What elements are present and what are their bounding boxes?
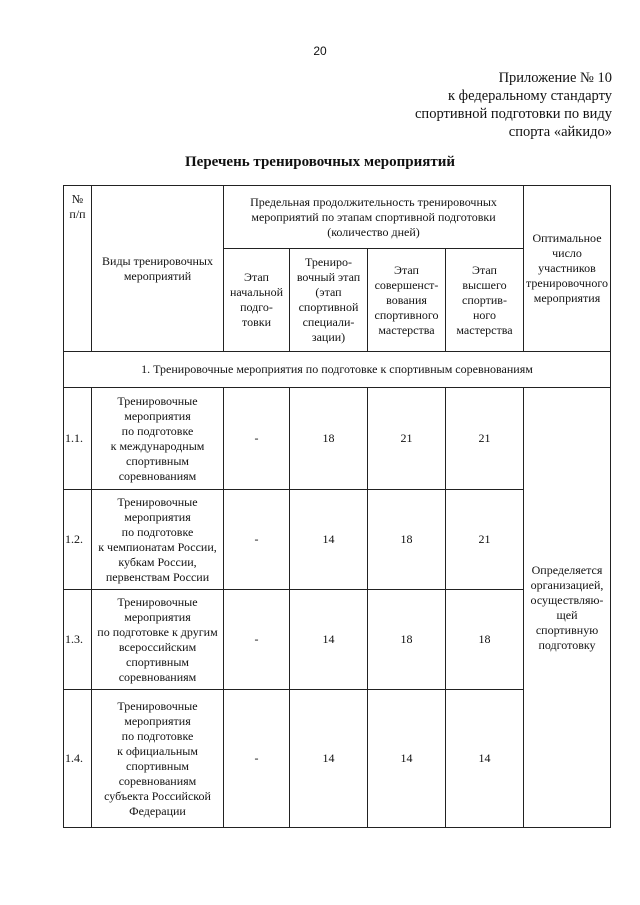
cell-line: Определяется (531, 562, 603, 577)
row-stage-initial: - (224, 690, 290, 828)
cell-line: число (552, 246, 582, 260)
cell-line: спортивной (298, 300, 359, 314)
cell-line: по подготовке к другим (97, 624, 218, 639)
cell-line: мероприятия (124, 408, 191, 423)
row-number: 1.1. (64, 388, 92, 490)
cell-line: спортивным (126, 453, 189, 468)
cell-line: к чемпионатам России, (98, 539, 217, 554)
cell-line: Предельная продолжительность тренировочных (250, 194, 497, 209)
cell-line: спортивным (126, 654, 189, 669)
row-stage-higher: 21 (446, 388, 524, 490)
cell-line: Оптимальное (532, 231, 602, 245)
cell-line: подго- (240, 300, 273, 314)
cell-line: совершенст- (374, 277, 439, 292)
row-name (92, 490, 224, 590)
cell-line: высшего (462, 277, 507, 292)
cell-line: вочный этап (296, 270, 361, 284)
cell-line: мероприятия (124, 609, 191, 624)
row-stage-training: 14 (290, 690, 368, 828)
cell-line: Трениро- (304, 255, 353, 269)
cell-line: осуществляю- (530, 592, 604, 607)
training-events-table (63, 185, 611, 828)
cell-line: Этап (394, 262, 419, 277)
header-stage-training (290, 249, 368, 352)
cell-line: мастерства (456, 322, 513, 337)
row-stage-higher: 14 (446, 690, 524, 828)
cell-line: Тренировочные (117, 393, 198, 408)
cell-line: № (71, 192, 84, 206)
cell-line: к международным (110, 438, 205, 453)
row-stage-higher: 21 (446, 490, 524, 590)
appendix-line: спортивной подготовки по виду (415, 106, 612, 122)
cell-line: соревнованиям (118, 468, 197, 483)
cell-line: (этап (315, 285, 342, 299)
cell-line: начальной (229, 285, 284, 299)
cell-line: всероссийским (118, 639, 197, 654)
cell-line: по подготовке (121, 423, 194, 438)
header-optimal (524, 186, 611, 352)
cell-line: Тренировочные (117, 594, 198, 609)
appendix-line: спорта «айкидо» (508, 124, 612, 140)
cell-line: вования (386, 292, 427, 307)
cell-line: Этап (244, 270, 269, 284)
cell-line: спортив- (462, 292, 507, 307)
appendix-heading (415, 69, 612, 141)
header-kind (92, 186, 224, 352)
cell-line: мероприятия (124, 509, 191, 524)
row-number: 1.2. (64, 490, 92, 590)
cell-line: участников (538, 261, 596, 275)
header-num (64, 186, 92, 352)
row-name (92, 388, 224, 490)
header-stage-initial (224, 249, 290, 352)
cell-line: спортивного (374, 307, 439, 322)
row-number: 1.4. (64, 690, 92, 828)
cell-line: первенствам России (105, 569, 210, 584)
row-stage-higher: 18 (446, 590, 524, 690)
row-number: 1.3. (64, 590, 92, 690)
row-stage-training: 14 (290, 590, 368, 690)
cell-line: Тренировочные (117, 494, 198, 509)
row-stage-initial: - (224, 590, 290, 690)
header-stage-higher (446, 249, 524, 352)
cell-line: по подготовке (121, 524, 194, 539)
row-stage-initial: - (224, 490, 290, 590)
page-number: 20 (313, 44, 327, 58)
cell-line: мероприятия (124, 713, 191, 728)
cell-line: подготовку (538, 637, 596, 652)
cell-line: к официальным (117, 743, 198, 758)
cell-line: субъекта Российской (104, 788, 211, 803)
row-stage-improvement: 21 (368, 388, 446, 490)
cell-line: ного (472, 307, 497, 322)
cell-line: специали- (302, 315, 355, 329)
cell-line: кубкам России, (118, 554, 197, 569)
document-title: Перечень тренировочных мероприятий (185, 154, 455, 170)
cell-line: п/п (69, 207, 86, 221)
cell-line: спортивным (126, 758, 189, 773)
cell-line: организацией, (530, 577, 604, 592)
cell-line: мастерства (378, 322, 435, 337)
cell-line: мероприятия (533, 291, 601, 305)
cell-line: Виды тренировочных (102, 253, 213, 268)
optimal-participants-note (524, 388, 611, 828)
cell-line: тренировочного (526, 276, 608, 290)
cell-line: Тренировочные (117, 698, 198, 713)
row-stage-improvement: 18 (368, 490, 446, 590)
cell-line: (количество дней) (327, 224, 420, 239)
cell-line: спортивную (535, 622, 599, 637)
row-name (92, 690, 224, 828)
section-heading: 1. Тренировочные мероприятия по подготовке к спортивным соревнованиям (64, 352, 611, 388)
cell-line: мероприятий по этапам спортивной подготовки (251, 209, 496, 224)
cell-line: соревнованиям (118, 773, 197, 788)
cell-line: щей (556, 607, 578, 622)
cell-line: товки (241, 315, 271, 329)
cell-line: мероприятий (123, 268, 192, 283)
header-duration (224, 186, 524, 249)
row-stage-improvement: 18 (368, 590, 446, 690)
row-stage-improvement: 14 (368, 690, 446, 828)
cell-line: Этап (472, 262, 497, 277)
appendix-line: Приложение № 10 (498, 70, 612, 86)
cell-line: соревнованиям (118, 669, 197, 684)
cell-line: зации) (311, 330, 346, 344)
row-stage-training: 14 (290, 490, 368, 590)
row-name (92, 590, 224, 690)
row-stage-initial: - (224, 388, 290, 490)
header-stage-improvement (368, 249, 446, 352)
row-stage-training: 18 (290, 388, 368, 490)
cell-line: Федерации (129, 803, 186, 818)
cell-line: по подготовке (121, 728, 194, 743)
appendix-line: к федеральному стандарту (448, 88, 612, 104)
